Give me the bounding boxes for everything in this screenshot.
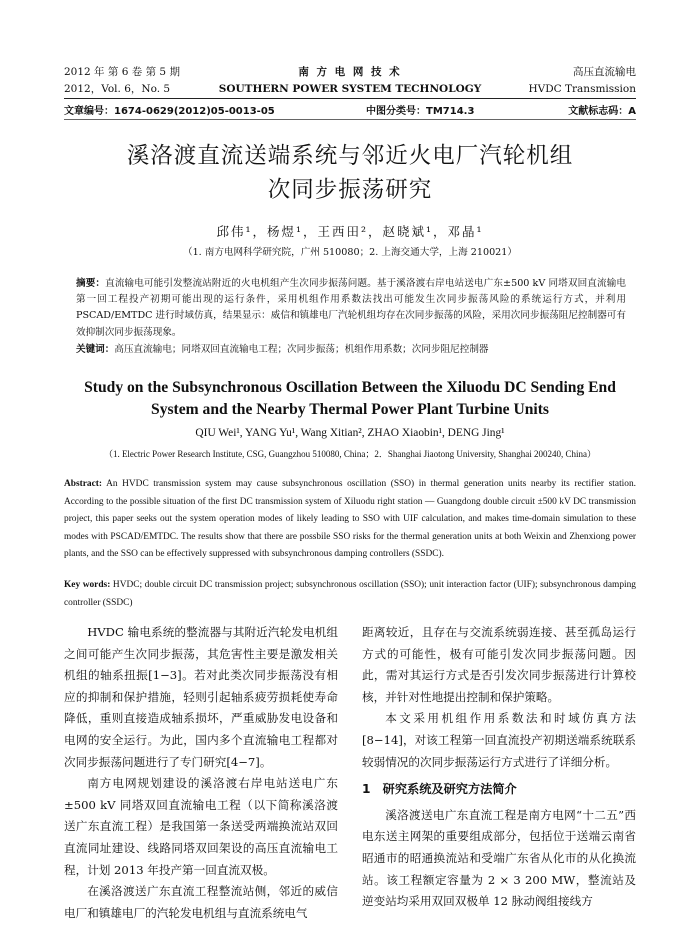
body-paragraph: 在溪洛渡送广东直流工程整流站侧，邻近的威信电厂和镇雄电厂的汽轮发电机组与直流系统电气 <box>64 884 338 920</box>
issue-info-en: 2012，Vol. 6，No. 5 <box>64 83 171 95</box>
en-affiliation: （1. Electric Power Research Institute, CSG, Guangzhou 510080, China；2．Shanghai Jiaotong University, Shanghai 200240, China） <box>103 449 597 459</box>
en-title-line2: System and the Nearby Thermal Power Plant Turbine Units <box>151 401 549 418</box>
en-title-line1: Study on the Subsynchronous Oscillation Between the Xiluodu DC Sending End <box>84 379 616 396</box>
issue-info-cn: 2012 年 第 6 卷 第 5 期 <box>64 66 180 78</box>
en-authors: QIU Wei¹, YANG Yu¹, Wang Xitian², ZHAO Xiaobin¹, DENG Jing¹ <box>195 427 505 439</box>
en-keywords-text: HVDC; double circuit DC transmission project; subsynchronous oscillation (SSO); unit interaction factor (UIF); subsynchronous damping controller (SSDC) <box>64 580 636 608</box>
clc-number: 中图分类号：TM714.3 <box>366 106 475 117</box>
header-rule <box>64 98 636 99</box>
article-number: 文章编号：1674-0629(2012)05-0013-05 <box>64 106 275 117</box>
document-code: 文献标志码：A <box>568 106 636 117</box>
en-abstract-text: An HVDC transmission system may cause subsynchronous oscillation (SSO) in thermal generation units nearby its rectifier station. According to the possible situation of the first DC transmission system of Xiluodu right station — Guangdong double circuit ±500 kV DC transmission project, this paper seeks out the system operation modes of likely leading to SSO with UIF calculation, and makes time-domain simulation to these modes with PSCAD/EMTDC. The results show that there are possbile SSO risks for the thermal generation units at both Weixin and Zhenxiong power plants, and the SSO can be effectively suppressed with subsynchronous damping controllers (SSDC). <box>64 479 636 560</box>
cn-title-line1: 溪洛渡直流送端系统与邻近火电厂汽轮机组 <box>126 143 574 169</box>
en-abstract-label: Abstract: <box>64 479 103 489</box>
cn-abstract <box>76 276 626 341</box>
en-keywords <box>64 577 636 612</box>
body-paragraph: 溪洛渡送电广东直流工程是南方电网“十二五”西电东送主网架的重要组成部分，包括位于送端云南省昭通市的昭通换流站和受端广东省从化市的从化换流站。该工程额定容量为 2 × 3 200 MW，整流站及逆变站均采用双回双极单 12 脉动阀组接线方 <box>362 807 636 909</box>
cn-authors: 邱伟¹，杨煜¹，王西田²，赵晓斌¹，邓晶¹ <box>216 224 484 239</box>
body-paragraph: HVDC 输电系统的整流器与其附近汽轮发电机组之间可能产生次同步振荡，其危害性主要是激发相关机组的轴系扭振[1−3]。若对此类次同步振荡没有相应的抑制和保护措施，轻则引起轴系疲劳损耗使寿命降低，重则直接造成轴系损坏，严重威胁发电设备和电网的安全运行。为此，国内多个直流输电工程都对次同步振荡问题进行了专门研究[4−7]。 <box>64 625 338 769</box>
en-keywords-label: Key words: <box>64 580 111 590</box>
journal-name-en: SOUTHERN POWER SYSTEM TECHNOLOGY <box>218 83 482 95</box>
body-right-column <box>362 622 636 913</box>
section-name-en: HVDC Transmission <box>528 83 636 95</box>
cn-keywords <box>76 342 626 358</box>
section-name-cn: 高压直流输电 <box>573 66 636 78</box>
cn-abstract-text: 直流输电可能引发整流站附近的火电机组产生次同步振荡问题。基于溪洛渡右岸电站送电广东±500 kV 同塔双回直流输电第一回工程投产初期可能出现的运行条件，采用机组作用系数法找出可能发生次同步振荡风险的系统运行方式，并利用 PSCAD/EMTDC 进行时域仿真，结果显示：威信和镇雄电厂汽轮机组均存在次同步振荡的风险，采用次同步振荡阻尼控制器可有效抑制次同步振荡现象。 <box>76 278 626 338</box>
body-left-column <box>64 622 338 924</box>
meta-rule <box>64 119 636 120</box>
en-abstract <box>64 476 636 564</box>
cn-title-line2: 次同步振荡研究 <box>267 177 433 203</box>
body-paragraph: 距离较近，且存在与交流系统弱连接、甚至孤岛运行方式的可能性，极有可能引发次同步振荡问题。因此，需对其运行方式是否引发次同步振荡进行计算校核，并针对性地提出控制和保护策略。 <box>362 625 636 704</box>
cn-affiliation: （1. 南方电网科学研究院，广州 510080；2. 上海交通大学，上海 210021） <box>182 247 517 258</box>
section-heading: 1 研究系统及研究方法简介 <box>362 782 517 797</box>
body-paragraph: 本文采用机组作用系数法和时域仿真方法[8−14]，对该工程第一回直流投产初期送端系统联系较弱情况的次同步振荡运行方式进行了详细分析。 <box>362 711 636 769</box>
cn-keywords-label: 关键词： <box>76 344 115 355</box>
journal-name-cn: 南 方 电 网 技 术 <box>298 66 402 78</box>
cn-abstract-label: 摘要： <box>76 278 106 289</box>
body-paragraph: 南方电网规划建设的溪洛渡右岸电站送电广东±500 kV 同塔双回直流输电工程（以下简称溪洛渡送广东直流工程）是我国第一条送受两端换流站双回直流同址建设、线路同塔双回架设的高压直流输电工程，计划 2013 年投产第一回直流双极。 <box>64 776 338 877</box>
cn-keywords-text: 高压直流输电；同塔双回直流输电工程；次同步振荡；机组作用系数；次同步阻尼控制器 <box>114 344 489 355</box>
